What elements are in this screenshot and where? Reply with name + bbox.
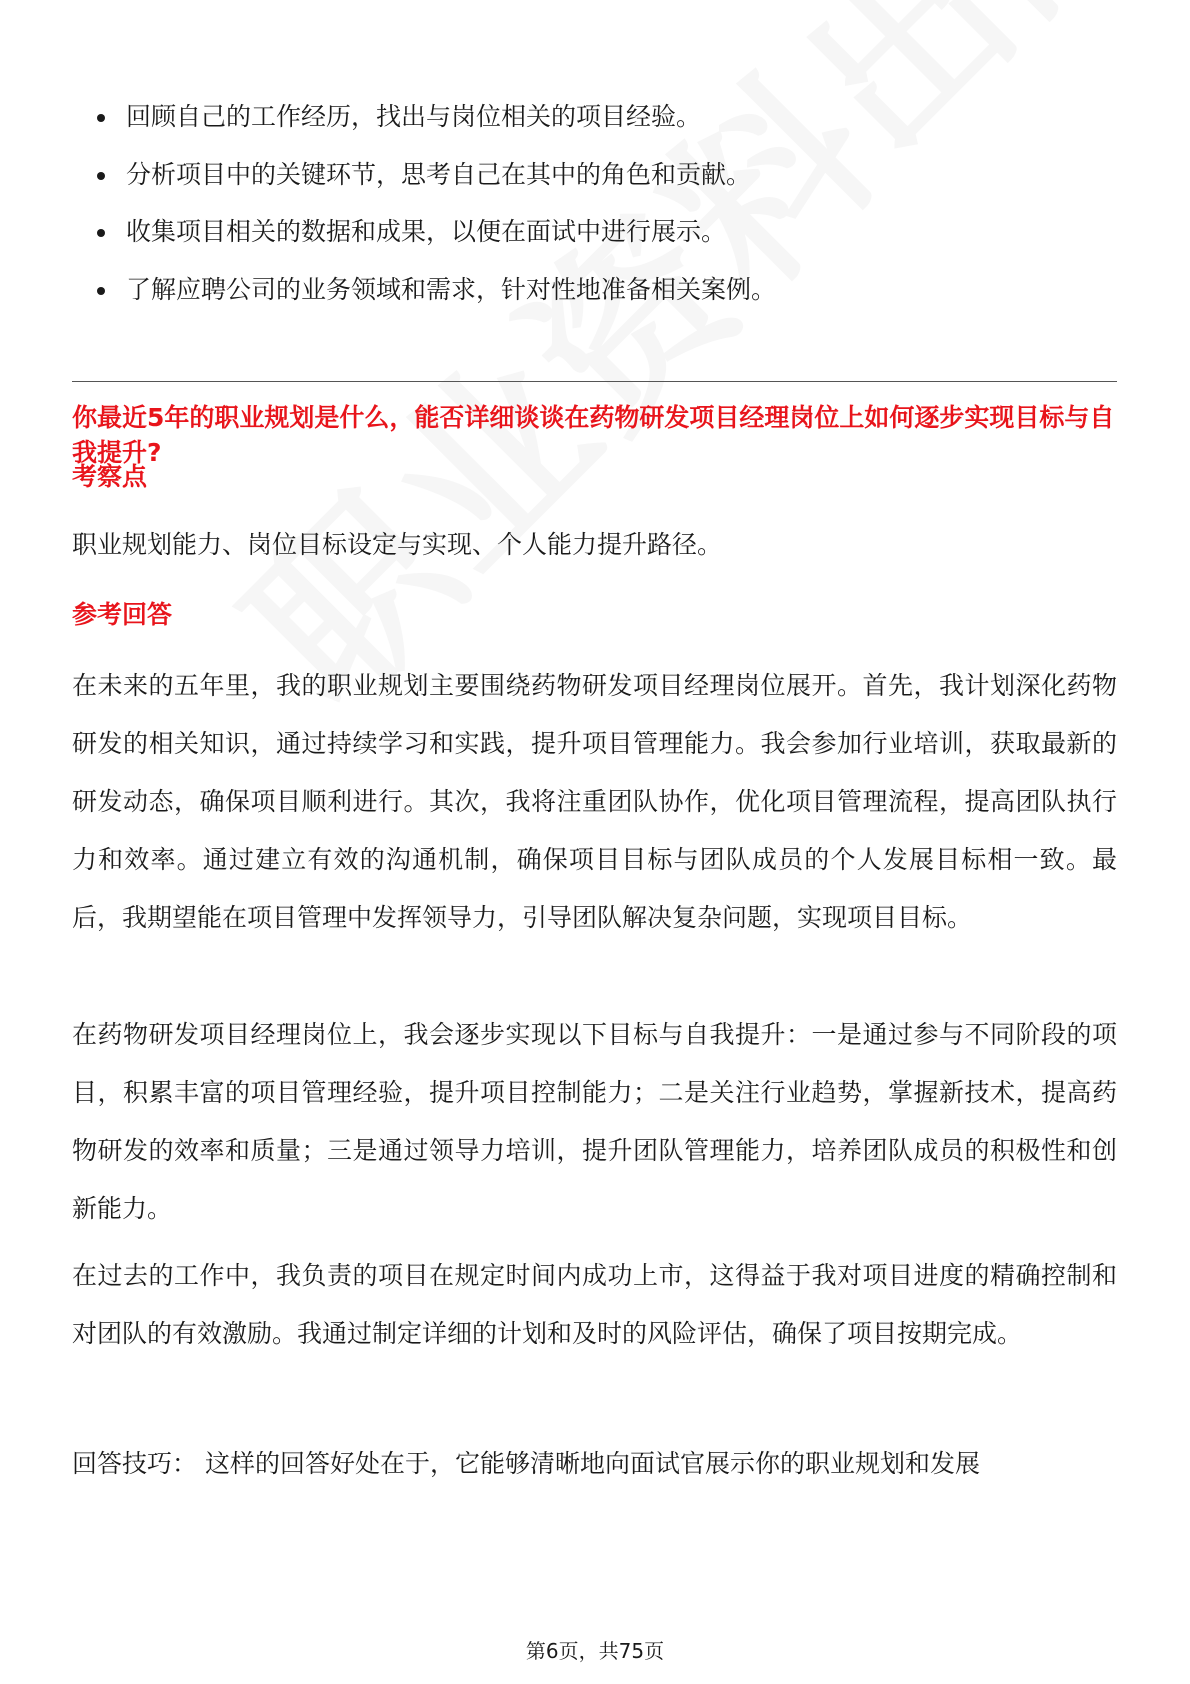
bullet-icon [97,114,105,122]
list-item [92,156,1112,194]
bullet-icon [97,172,105,180]
list-item [92,271,1112,309]
answer-paragraph: 在过去的工作中，我负责的项目在规定时间内成功上市，这得益于我对项目进度的精确控制和对团队的有效激励。我通过制定详细的计划和及时的风险评估，确保了项目按期完成。 [72,1261,1117,1348]
focus-text: 职业规划能力、岗位目标设定与实现、个人能力提升路径。 [72,530,723,559]
list-item [92,98,1112,136]
section-divider [72,381,1117,382]
answer-heading: 参考回答 [72,600,173,629]
list-item-text: 了解应聘公司的业务领域和需求，针对性地准备相关案例。 [126,274,777,304]
answer-paragraph: 在药物研发项目经理岗位上，我会逐步实现以下目标与自我提升：一是通过参与不同阶段的项目，积累丰富的项目管理经验，提升项目控制能力；二是关注行业趋势，掌握新技术，提高药物研发的效率和质量；三是通过领导力培训，提升团队管理能力，培养团队成员的积极性和创新能力。 [72,1020,1117,1223]
list-item-text: 回顾自己的工作经历，找出与岗位相关的项目经验。 [126,102,702,131]
page-number: 第6页，共75页 [525,1639,665,1663]
list-item [92,213,1112,251]
bullet-icon [97,287,105,295]
bullet-list [92,98,1112,328]
focus-heading: 考察点 [72,462,148,491]
question-heading: 你最近5年的职业规划是什么，能否详细谈谈在药物研发项目经理岗位上如何逐步实现目标与自我提升? [72,403,1115,467]
list-item-text: 分析项目中的关键环节，思考自己在其中的角色和贡献。 [126,159,752,189]
bullet-icon [97,229,105,237]
answer-paragraph: 在未来的五年里，我的职业规划主要围绕药物研发项目经理岗位展开。首先，我计划深化药物研发的相关知识，通过持续学习和实践，提升项目管理能力。我会参加行业培训，获取最新的研发动态，确保项目顺利进行。其次，我将注重团队协作，优化项目管理流程，提高团队执行力和效率。通过建立有效的沟通机制，确保项目目标与团队成员的个人发展目标相一致。最后，我期望能在项目管理中发挥领导力，引导团队解决复杂问题，实现项目目标。 [72,671,1117,932]
list-item-text: 收集项目相关的数据和成果，以便在面试中进行展示。 [126,217,727,246]
answer-tip: 回答技巧： 这样的回答好处在于，它能够清晰地向面试官展示你的职业规划和发展 [72,1449,980,1478]
